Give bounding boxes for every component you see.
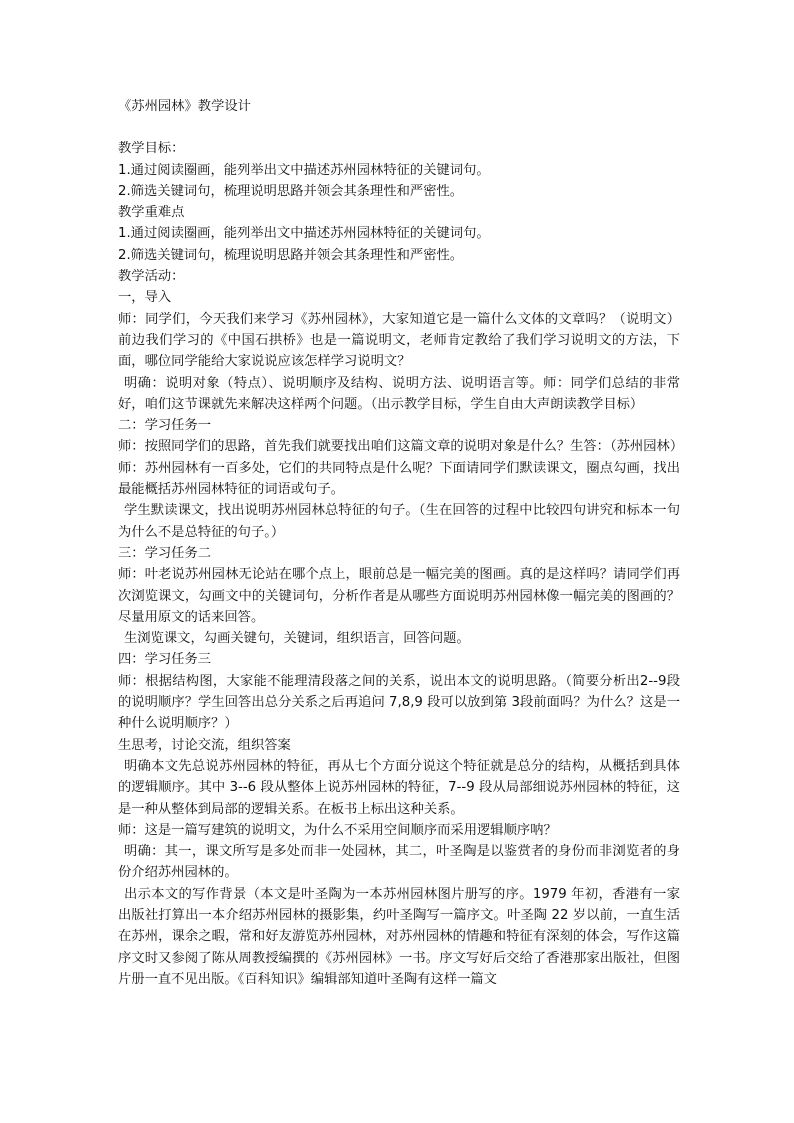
section-heading: 三：学习任务二 <box>118 545 212 561</box>
paragraph: 师：苏州园林有一百多处，它们的共同特点是什么呢？下面请同学们默读课文，圈点勾画，找出最能概括苏州园林特征的词语或句子。 <box>118 460 680 498</box>
paragraph: 师：同学们，今天我们来学习《苏州园林》，大家知道它是一篇什么文体的文章吗？（说明文）前边我们学习的《中国石拱桥》也是一篇说明文，老师肯定教给了我们学习说明文的方法，下面，哪位同学能给大家说说应该怎样学习说明文？ <box>118 311 680 370</box>
document-page <box>118 96 684 990</box>
paragraph: 明确：其一，课文所写是多处而非一处园林，其二，叶圣陶是以鉴赏者的身份而非浏览者的身份介绍苏州园林的。 <box>118 844 680 881</box>
paragraph: 学生默读课文，找出说明苏州园林总特征的句子。（生在回答的过程中比较四句讲究和标本一句为什么不是总特征的句子。） <box>118 503 680 540</box>
paragraph: 师：叶老说苏州园林无论站在哪个点上，眼前总是一幅完美的图画。真的是这样吗？请同学们再次浏览课文，勾画文中的关键词句，分析作者是从哪些方面说明苏州园林像一幅完美的图画的？尽量用原文的话来回答。 <box>118 567 680 625</box>
difficulty-item: 1.通过阅读圈画，能列举出文中描述苏州园林特征的关键词句。 <box>118 226 490 242</box>
paragraph: 生思考，讨论交流，组织答案 <box>118 737 291 753</box>
section-heading: 一，导入 <box>118 290 172 306</box>
difficulty-heading: 教学重难点 <box>118 205 185 221</box>
paragraph: 出示本文的写作背景（本文是叶圣陶为一本苏州园林图片册写的序。1979 年初，香港有一家出版社打算出一本介绍苏州园林的摄影集，约叶圣陶写一篇序文。叶圣陶 22 岁以前，一直生活在苏州，课余之暇，常和好友游览苏州园林，对苏州园林的情趣和特征有深刻的体会，写作这篇序文时又参阅了陈从周教授编撰的《苏州园林》一书。序文写好后交给了香港那家出版社，但图片册一直不见出版。《百科知识》编辑部知道叶圣陶有这样一篇文 <box>118 886 680 987</box>
goal-item: 2.筛选关键词句，梳理说明思路并领会其条理性和严密性。 <box>118 183 464 199</box>
difficulty-item: 2.筛选关键词句，梳理说明思路并领会其条理性和严密性。 <box>118 247 464 263</box>
section-heading: 四：学习任务三 <box>118 652 212 668</box>
paragraph: 师：根据结构图，大家能不能理清段落之间的关系，说出本文的说明思路。（简要分析出2--9段的说明顺序？学生回答出总分关系之后再追问 7,8,9 段可以放到第 3段前面吗？为什么？这是一种什么说明顺序？） <box>118 673 680 732</box>
activity-heading: 教学活动： <box>118 269 185 285</box>
goals-heading: 教学目标： <box>118 141 185 157</box>
document-title: 《苏州园林》教学设计 <box>118 99 251 114</box>
goal-item: 1.通过阅读圈画，能列举出文中描述苏州园林特征的关键词句。 <box>118 162 490 178</box>
paragraph: 生浏览课文，勾画关键句，关键词，组织语言，回答问题。 <box>124 631 470 647</box>
paragraph: 师：按照同学们的思路，首先我们就要找出咱们这篇文章的说明对象是什么？生答：（苏州园林） <box>118 439 684 455</box>
paragraph: 明确：说明对象（特点）、说明顺序及结构、说明方法、说明语言等。师：同学们总结的非常好，咱们这节课就先来解决这样两个问题。（出示教学目标，学生自由大声朗读教学目标） <box>118 375 680 412</box>
paragraph: 明确本文先总说苏州园林的特征，再从七个方面分说这个特征就是总分的结构，从概括到具体的逻辑顺序。其中 3--6 段从整体上说苏州园林的特征，7--9 段从局部细说苏州园林的特征，这是一种从整体到局部的逻辑关系。在板书上标出这种关系。 <box>118 758 680 817</box>
paragraph: 师：这是一篇写建筑的说明文，为什么不采用空间顺序而采用逻辑顺序呐？ <box>118 822 557 838</box>
section-heading: 二：学习任务一 <box>118 418 212 434</box>
